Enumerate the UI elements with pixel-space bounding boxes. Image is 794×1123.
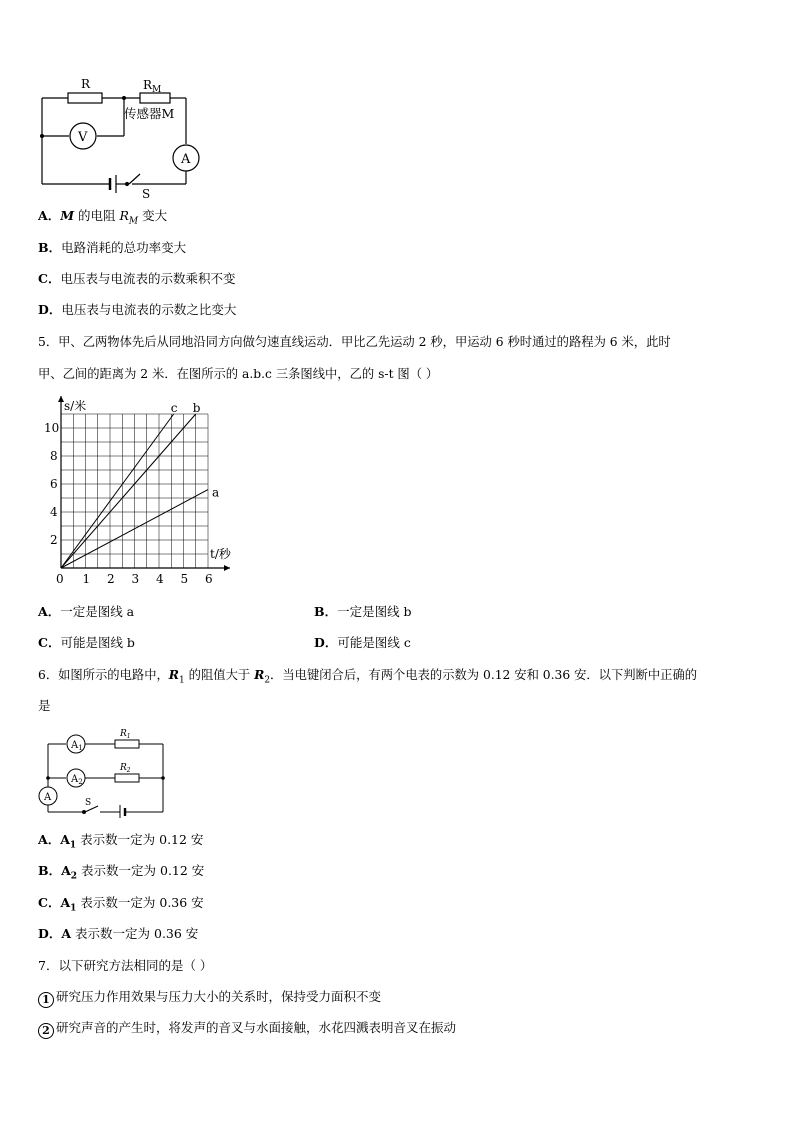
y-tick-label: 6 [50, 477, 58, 491]
q6-option-d: D．A 表示数一定为 0.36 安 [38, 926, 199, 941]
x-tick-label: 5 [180, 572, 189, 586]
q5-stem-line1: 5．甲、乙两物体先后从同地沿同方向做匀速直线运动．甲比乙先运动 2 秒，甲运动 6 秒时通过的路程为 6 米，此时 [38, 335, 671, 349]
q5-option-c: C．可能是图线 b [38, 635, 135, 650]
a2-meter-label: $A_2$ [71, 774, 83, 786]
q4-option-b: B．电路消耗的总功率变大 [38, 240, 187, 255]
q5-option-b: B．一定是图线 b [314, 604, 412, 619]
x-tick-label: 2 [107, 572, 115, 586]
r2-label: $R_2$ [120, 763, 131, 774]
x-tick-label: 4 [156, 572, 164, 586]
q5-stem-line2: 甲、乙间的距离为 2 米．在图所示的 a.b.c 三条图线中，乙的 s-t 图（ ） [38, 367, 439, 381]
series-line-c [61, 414, 174, 568]
q6-stem-line2: 是 [38, 698, 51, 713]
x-tick-label: 6 [205, 572, 213, 586]
x-tick-label: 0 [56, 572, 64, 586]
resistor-r-label: R [81, 77, 91, 91]
y-tick-label: 2 [50, 533, 58, 547]
y-tick-label: 4 [50, 505, 58, 519]
series-label-c: c [170, 401, 178, 415]
q7-stem: 7．以下研究方法相同的是（ ） [38, 958, 213, 973]
q6-option-c: C．$A_1$ 表示数一定为 0.36 安 [38, 895, 204, 914]
a-meter-label: A [44, 792, 52, 803]
q6-option-a: A．$A_1$ 表示数一定为 0.12 安 [38, 832, 204, 851]
q5-option-a: A．一定是图线 a [38, 604, 135, 619]
q7-item-1: 1 研究压力作用效果与压力大小的关系时，保持受力面积不变 [38, 989, 381, 1008]
q5-option-d: D．可能是图线 c [314, 635, 411, 650]
x-tick-label: 3 [131, 572, 140, 586]
q4-option-c: C．电压表与电流表的示数乘积不变 [38, 271, 236, 286]
st-chart [36, 396, 246, 591]
a1-meter-label: $A_1$ [71, 740, 83, 752]
voltmeter-label: V [78, 130, 88, 145]
q6-option-b: B．$A_2$ 表示数一定为 0.12 安 [38, 863, 205, 882]
circuit-diagram-parallel [34, 726, 169, 818]
x-axis-arrow [224, 565, 230, 571]
switch-label: S [142, 187, 151, 201]
x-tick-label: 1 [82, 572, 91, 586]
x-axis-label: t/秒 [210, 547, 231, 561]
q4-option-d: D．电压表与电流表的示数之比变大 [38, 302, 237, 317]
series-label-b: b [192, 401, 201, 415]
switch-s-label: S [85, 798, 92, 808]
series-label-a: a [212, 485, 220, 500]
circuit-diagram-sensor [36, 74, 206, 204]
resistor-rm-label: $R_M$ [143, 78, 162, 95]
q6-stem-line1: 6．如图所示的电路中，$R_1$ 的阻值大于 $R_2$．当电键闭合后，有两个电表的示数为 0.12 安和 0.36 安．以下判断中正确的 [38, 667, 698, 686]
y-tick-label: 8 [50, 449, 58, 463]
q4-option-a: A．M 的电阻 $R_M$ 变大 [38, 208, 168, 227]
y-axis-label: s/米 [64, 399, 87, 413]
y-tick-label: 10 [44, 421, 60, 435]
q7-item-2: 2 研究声音的产生时，将发声的音叉与水面接触，水花四溅表明音叉在振动 [38, 1020, 456, 1039]
sensor-label: 传感器M [124, 106, 175, 121]
r1-label: $R_1$ [120, 729, 131, 740]
series-line-b [61, 414, 196, 568]
ammeter-label: A [181, 152, 191, 167]
